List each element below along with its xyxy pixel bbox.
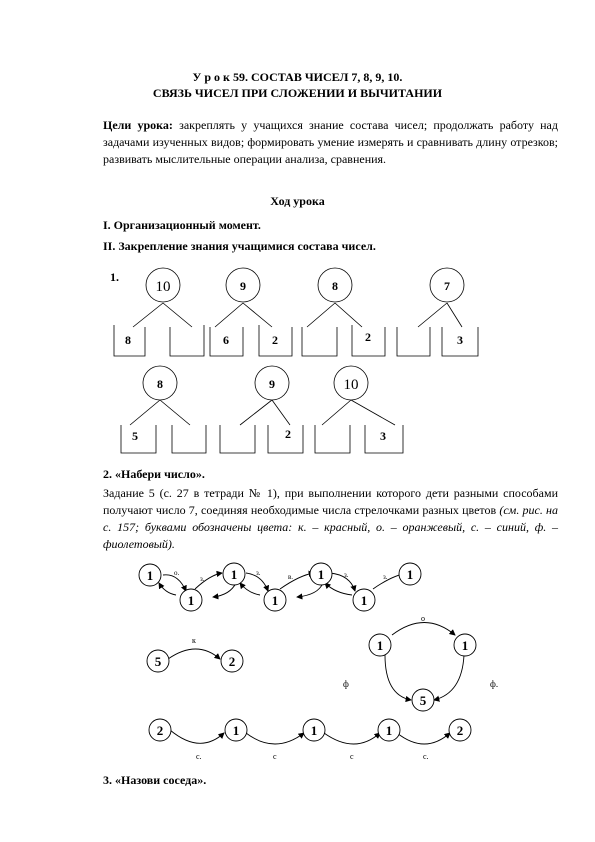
svg-text:5: 5 [419,693,427,708]
tree-left-number: 8 [125,333,131,347]
section-org-moment: I. Организационный момент. [103,218,261,232]
section-name-neighbor: 3. «Назови соседа». [103,773,207,787]
tree-left-number: 6 [223,333,229,347]
tree-top-number: 9 [240,279,246,293]
number-tree [315,366,403,453]
svg-text:с: с [350,752,354,761]
svg-text:1: 1 [376,638,384,653]
tree-left-box [302,327,337,356]
tree-right-number: 2 [365,330,371,344]
number-tree [397,268,478,356]
svg-text:з.: з. [256,569,261,577]
tree-right-box [170,325,204,356]
svg-text:1: 1 [187,593,195,608]
svg-text:2: 2 [156,723,164,738]
svg-text:с.: с. [423,752,429,761]
trees-row-1 [114,268,478,356]
exercise-1-label: 1. [110,270,119,284]
tree-right-number: 3 [457,333,463,347]
tree-left-box [121,425,156,453]
number-tree [302,268,385,356]
svg-text:2: 2 [228,654,236,669]
svg-text:ф.: ф. [490,679,499,689]
tree-right-number: 2 [272,333,278,347]
chain-diagram [149,719,471,761]
goals-label: Цели урока: [103,118,173,132]
pair-diagram [147,636,243,672]
lesson-goals [103,117,558,168]
number-tree [210,268,292,356]
svg-text:з.: з. [344,571,349,579]
svg-text:з.: з. [383,573,388,581]
triangle-diagram [343,614,498,711]
tree-left-box [315,425,350,453]
tree-left-box [220,425,255,453]
number-tree [220,366,303,453]
svg-text:о.: о. [174,569,180,577]
number-tree [114,268,204,356]
svg-text:1: 1 [146,568,154,583]
number-trees [0,255,595,465]
svg-text:1: 1 [360,593,368,608]
goals-text: закреплять у учащихся знание состава чисел; продолжать работу над задачами изученных видов; формировать умение измерять и сравнивать длину отрезков; развивать мыслительные операции анализа, сравнения. [103,118,558,166]
tree-right-number: 2 [285,427,291,441]
svg-text:с: с [273,752,277,761]
course-heading: Ход урока [270,194,325,208]
lesson-title-line1: У р о к 59. СОСТАВ ЧИСЕЛ 7, 8, 9, 10. [192,70,403,84]
tree-top-number: 8 [157,377,163,391]
svg-text:о: о [421,614,425,623]
number-tree [121,366,206,453]
task-description [103,485,558,553]
svg-text:ф: ф [343,679,349,689]
arrow-diagram [0,555,595,780]
section-number-composition: II. Закрепление знания учащимися состава чисел. [103,239,376,253]
tree-top-number: 7 [444,279,450,293]
tree-right-number: 3 [380,429,386,443]
section-collect-number: 2. «Набери число». [103,467,205,481]
svg-text:с.: с. [196,752,202,761]
tree-right-box [172,425,206,453]
svg-text:1: 1 [232,723,240,738]
svg-text:1: 1 [230,567,238,582]
tree-left-box [397,327,430,356]
tree-top-number: 10 [343,377,359,393]
svg-text:з.: з. [200,575,205,583]
lesson-title-line2: СВЯЗЬ ЧИСЕЛ ПРИ СЛОЖЕНИИ И ВЫЧИТАНИИ [152,86,443,100]
task-text: Задание 5 (с. 27 в тетради № 1), при выполнении которого дети разными способами получают число 7, соединяя необходимые числа стрелочками разных цветов [103,486,558,517]
tree-top-number: 8 [332,279,338,293]
svg-text:5: 5 [154,654,162,669]
zigzag-color-labels [174,569,388,583]
svg-text:1: 1 [310,723,318,738]
zigzag-nodes [139,563,421,611]
svg-text:к: к [192,636,196,645]
svg-text:1: 1 [385,723,393,738]
trees-row-2 [121,366,403,453]
svg-text:2: 2 [456,723,464,738]
tree-top-number: 10 [155,279,171,295]
tree-top-number: 9 [269,377,275,391]
svg-text:1: 1 [461,638,469,653]
svg-text:1: 1 [406,567,414,582]
svg-text:1: 1 [317,567,325,582]
tree-left-number: 5 [132,429,138,443]
svg-text:в.: в. [288,573,294,581]
task-colors-note: (см. рис. на с. 157; буквами обозначены цвета: к. – красный, о. – оранжевый, с. – синий, ф. – фиолетовый). [103,503,558,551]
svg-text:1: 1 [271,593,279,608]
